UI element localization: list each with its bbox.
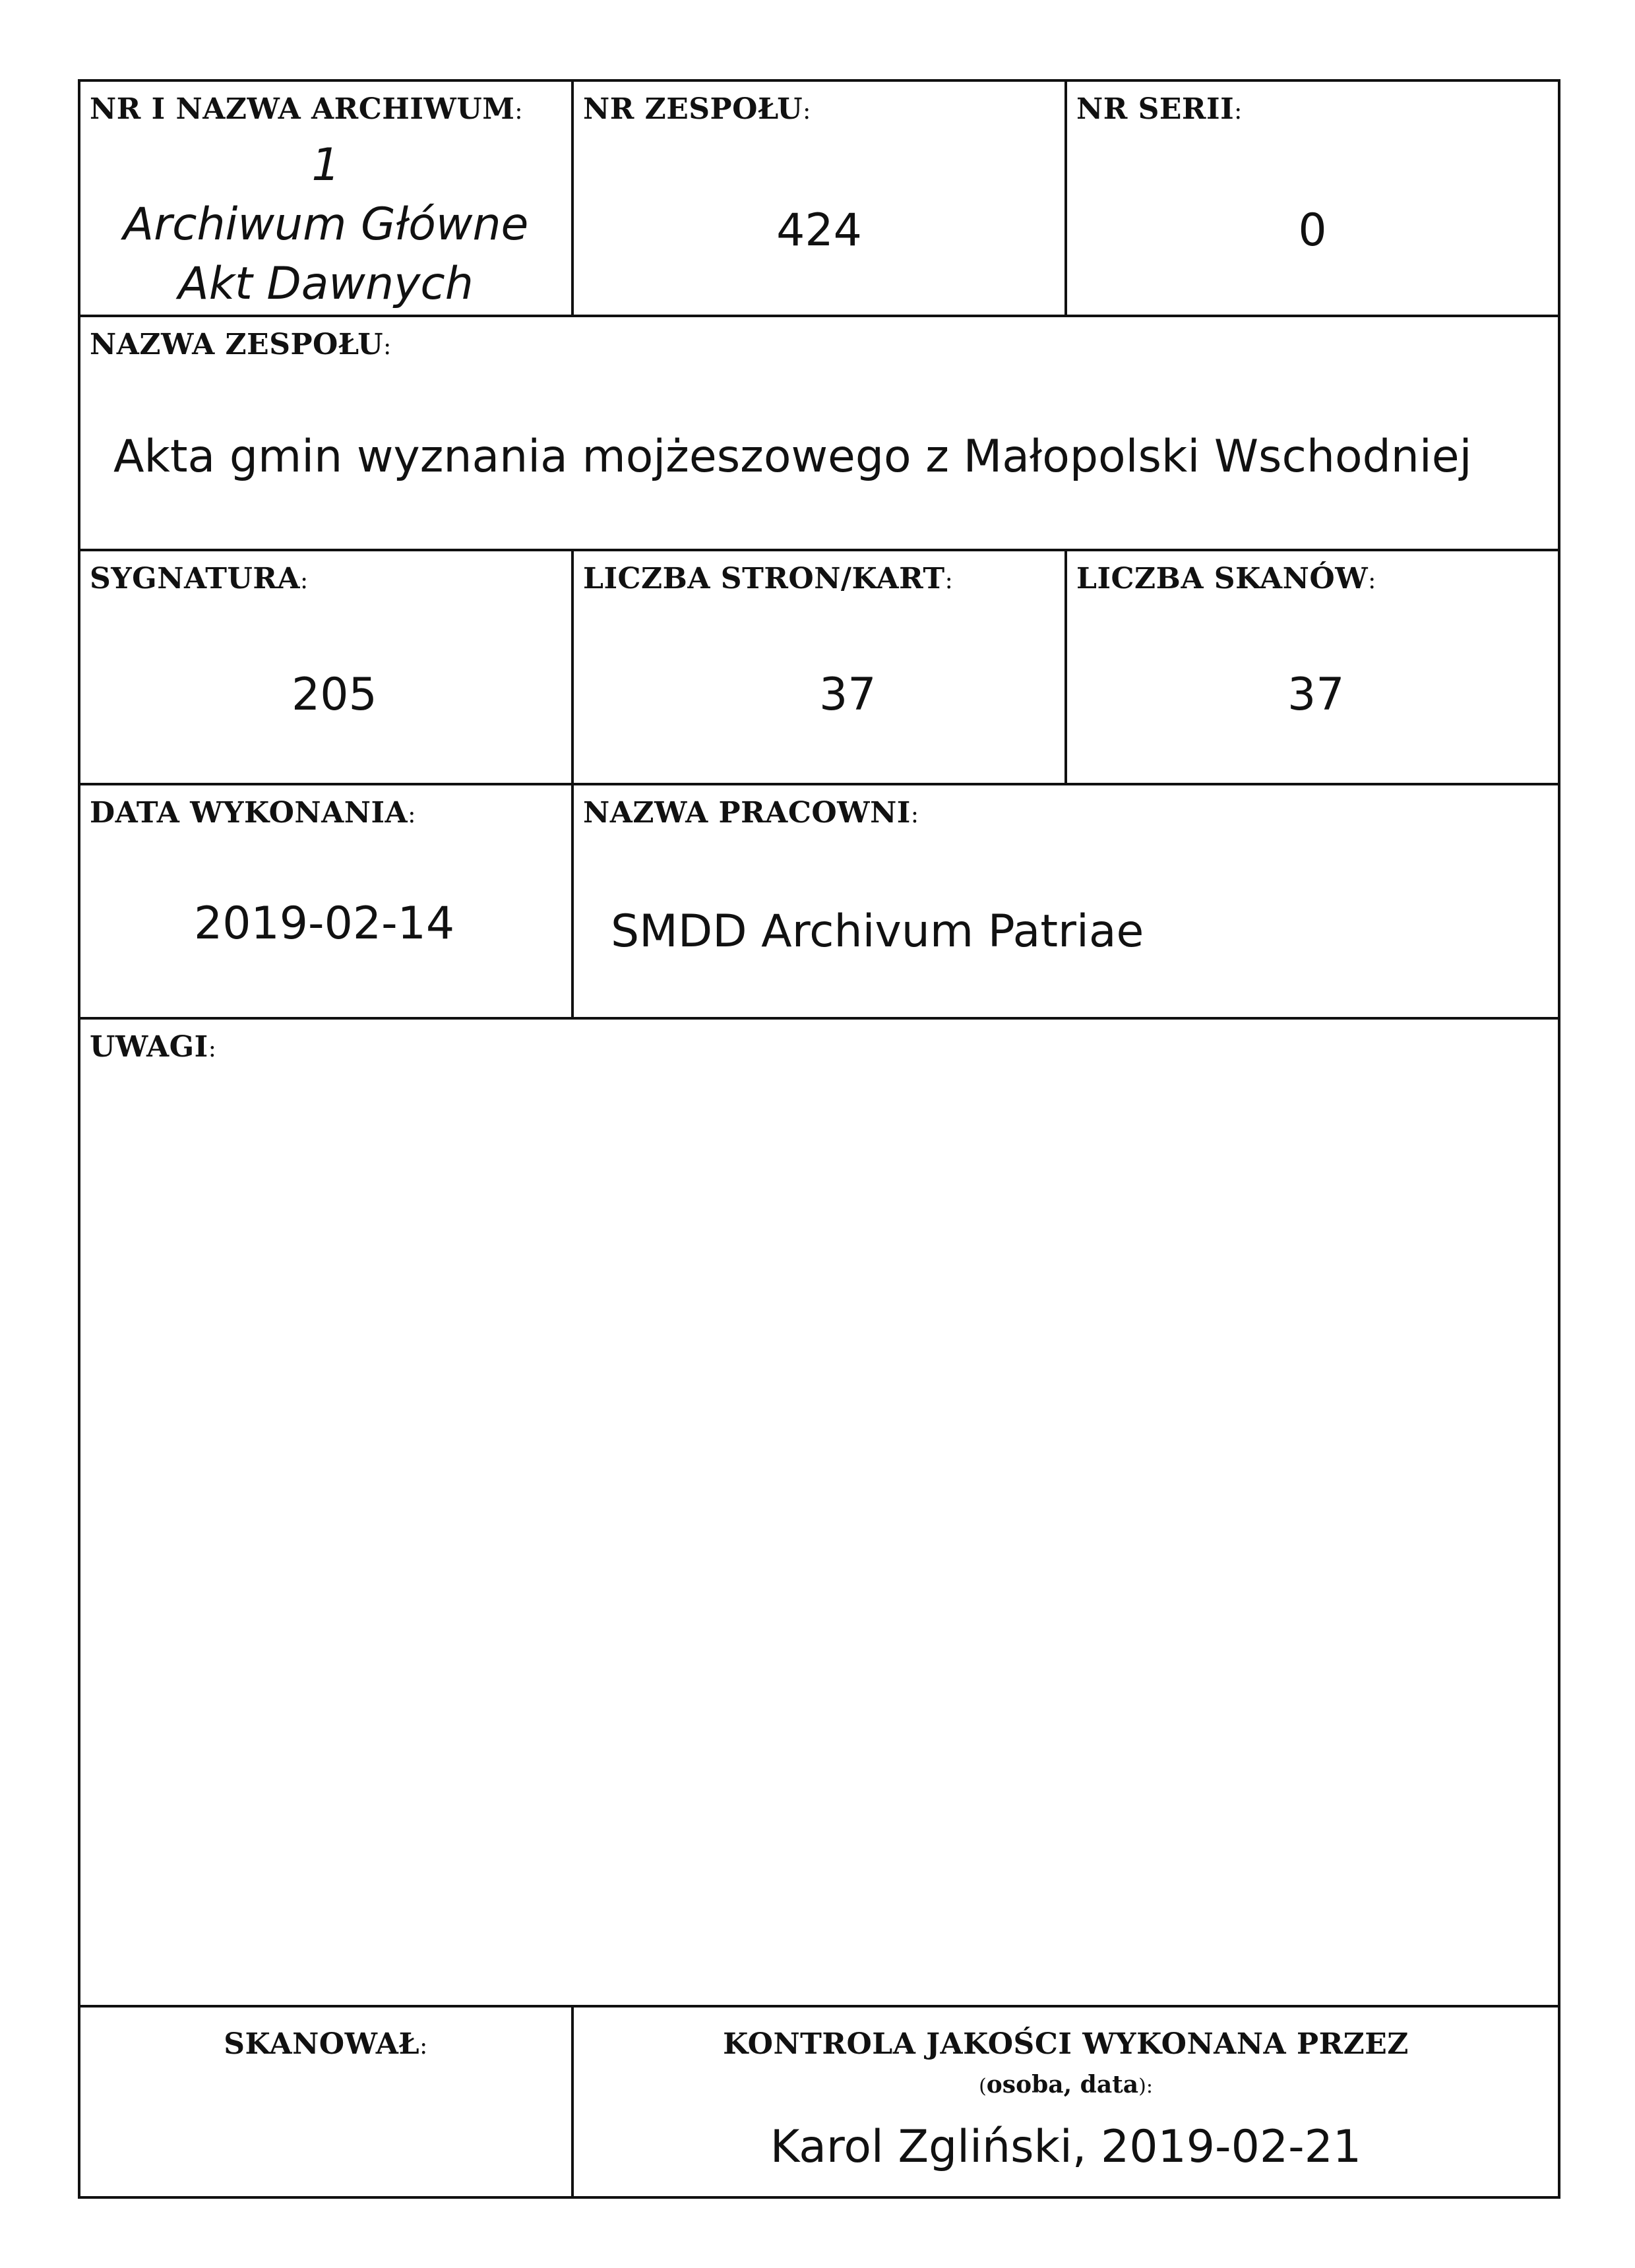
- scans-label: LICZBA SKANÓW:: [1076, 562, 1376, 596]
- date-label: DATA WYKONANIA:: [90, 796, 416, 830]
- signature-label: SYGNATURA:: [90, 562, 309, 596]
- notes-label: UWAGI:: [90, 1030, 217, 1064]
- fonds-number-label: NR ZESPOŁU:: [583, 92, 811, 126]
- fonds-number-cell: [574, 82, 1067, 317]
- archive-name-line2: Akt Dawnych: [178, 258, 474, 310]
- workshop-label: NAZWA PRACOWNI:: [583, 796, 919, 830]
- series-number-cell: [1067, 82, 1558, 317]
- signature-cell: [80, 551, 574, 785]
- series-number-value: 0: [1298, 204, 1327, 257]
- notes-cell: [80, 1020, 1558, 2007]
- quality-control-value: Karol Zgliński, 2019-02-21: [770, 2121, 1362, 2173]
- fonds-name-cell: [80, 317, 1558, 551]
- workshop-cell: [574, 785, 1558, 1020]
- archive-name-line1: Archiwum Główne: [123, 199, 529, 251]
- date-cell: [80, 785, 574, 1020]
- fonds-name-label: NAZWA ZESPOŁU:: [90, 328, 392, 361]
- signature-value: 205: [292, 669, 377, 721]
- pages-cell: [574, 551, 1067, 785]
- series-number-label: NR SERII:: [1076, 92, 1243, 126]
- workshop-value: SMDD Archivum Patriae: [611, 905, 1144, 958]
- pages-value: 37: [819, 669, 877, 721]
- quality-control-label: KONTROLA JAKOŚCI WYKONANA PRZEZ: [723, 2027, 1409, 2061]
- archive-cell: [80, 82, 574, 317]
- scans-value: 37: [1287, 669, 1345, 721]
- pages-label: LICZBA STRON/KART:: [583, 562, 954, 596]
- date-value: 2019-02-14: [194, 898, 455, 950]
- quality-control-cell: [574, 2007, 1558, 2196]
- quality-control-sublabel: (osoba, data):: [979, 2071, 1153, 2099]
- scanned-by-cell: [80, 2007, 574, 2196]
- fonds-name-value: Akta gmin wyznania mojżeszowego z Małopolski Wschodniej: [113, 431, 1472, 483]
- archive-label: NR I NAZWA ARCHIWUM:: [90, 92, 524, 126]
- scanned-by-label: SKANOWAŁ:: [224, 2027, 428, 2061]
- archive-value: [80, 136, 571, 314]
- archive-metadata-form: [78, 79, 1560, 2199]
- fonds-number-value: 424: [776, 204, 862, 257]
- scans-cell: [1067, 551, 1558, 785]
- archive-number: 1: [311, 139, 340, 191]
